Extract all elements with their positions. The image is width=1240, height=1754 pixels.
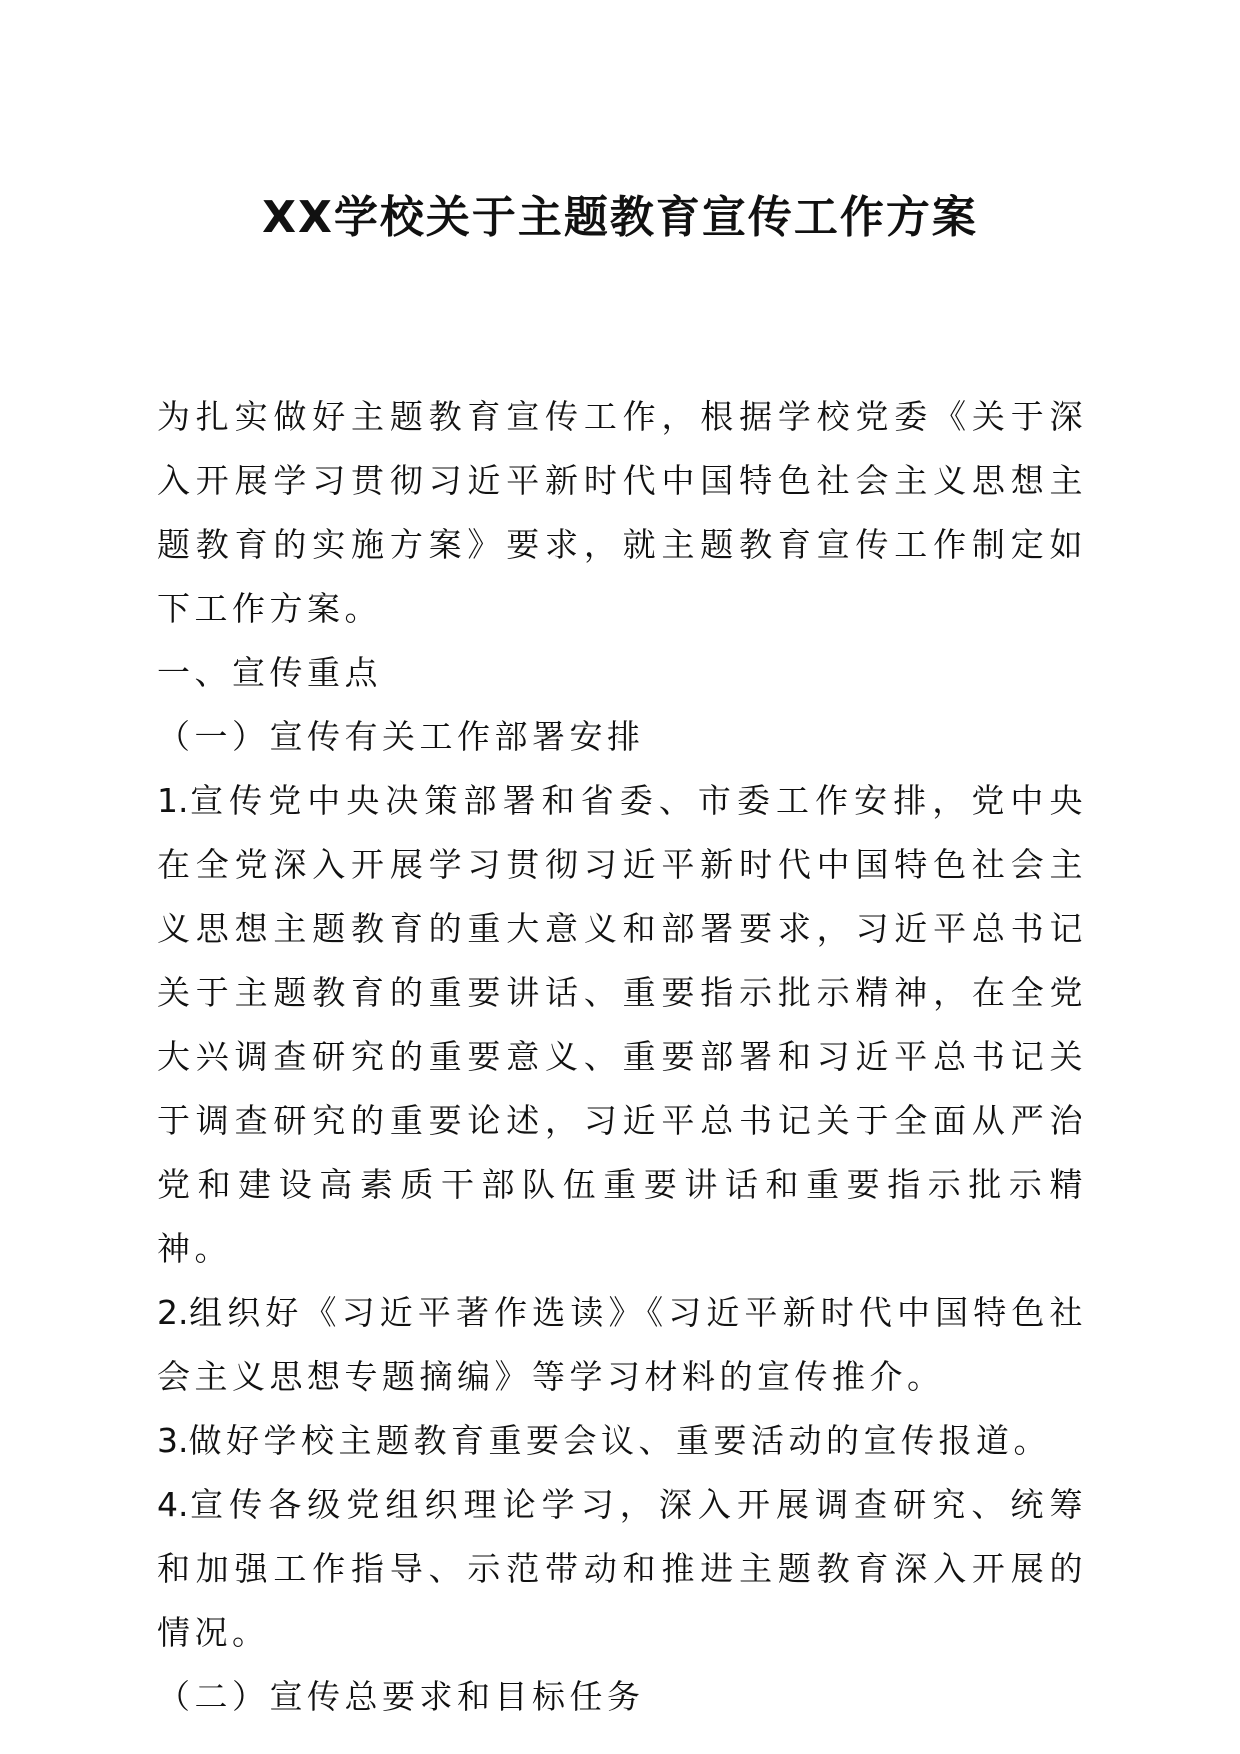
- document-body: [157, 385, 1087, 1729]
- numbered-item-1: [157, 769, 1087, 1281]
- intro-paragraph: 为扎实做好主题教育宣传工作，根据学校党委《关于深入开展学习贯彻习近平新时代中国特色社会主义思想主题教育的实施方案》要求，就主题教育宣传工作制定如下工作方案。: [157, 397, 1087, 628]
- item-text: 宣传各级党组织理论学习，深入开展调查研究、统筹和加强工作指导、示范带动和推进主题教育深入开展的情况。: [157, 1485, 1087, 1652]
- item-number: 1.: [157, 781, 189, 820]
- item-text: 组织好《习近平著作选读》《习近平新时代中国特色社会主义思想专题摘编》等学习材料的宣传推介。: [157, 1293, 1087, 1396]
- numbered-item-4: [157, 1473, 1087, 1665]
- section-heading-publicity-focus: 一、宣传重点: [157, 653, 382, 692]
- document-title: XX学校关于主题教育宣传工作方案: [262, 192, 978, 243]
- item-number: 2.: [157, 1293, 189, 1332]
- subsection-heading-requirements-and-goals: （二）宣传总要求和目标任务: [157, 1677, 645, 1716]
- numbered-item-3: [157, 1409, 1087, 1473]
- item-text: 做好学校主题教育重要会议、重要活动的宣传报道。: [188, 1421, 1051, 1460]
- subsection-heading-work-arrangements: （一）宣传有关工作部署安排: [157, 717, 645, 756]
- numbered-item-2: [157, 1281, 1087, 1409]
- item-text: 宣传党中央决策部署和省委、市委工作安排，党中央在全党深入开展学习贯彻习近平新时代中国特色社会主义思想主题教育的重大意义和部署要求，习近平总书记关于主题教育的重要讲话、重要指示批示精神，在全党大兴调查研究的重要意义、重要部署和习近平总书记关于调查研究的重要论述，习近平总书记关于全面从严治党和建设高素质干部队伍重要讲话和重要指示批示精神。: [157, 781, 1087, 1268]
- item-number: 3.: [157, 1421, 189, 1460]
- item-number: 4.: [157, 1485, 189, 1524]
